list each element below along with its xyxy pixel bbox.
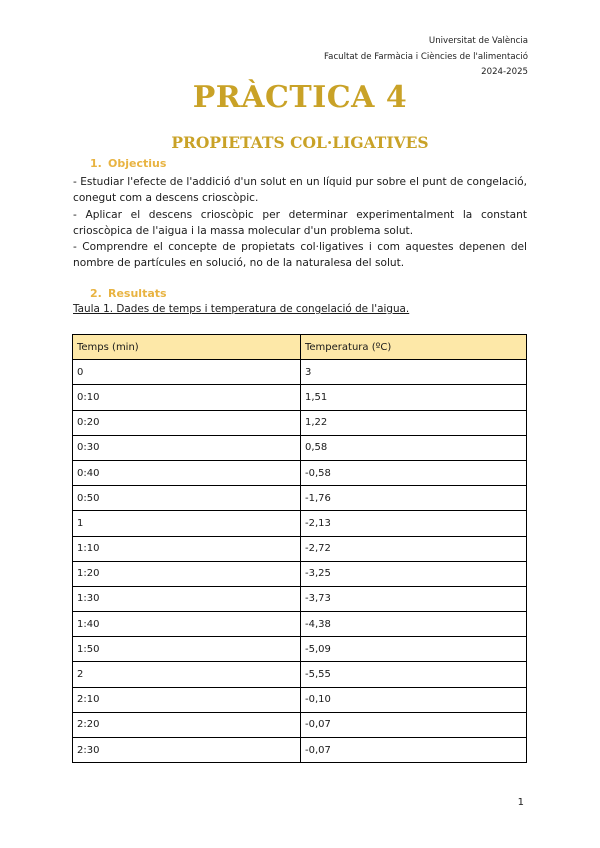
temperature-cell: -3,73 xyxy=(301,586,527,611)
table-body xyxy=(73,360,527,763)
column-header: Temperatura (ºC) xyxy=(301,335,527,360)
temperature-cell: 0,58 xyxy=(301,435,527,460)
objective-item: - Estudiar l'efecte de l'addició d'un solut en un líquid pur sobre el punt de congelació, conegut com a descens crioscòpic. xyxy=(73,176,527,205)
temperature-cell: -4,38 xyxy=(301,612,527,637)
page-title: PRÀCTICA 4 xyxy=(192,80,408,115)
table-row xyxy=(73,410,527,435)
table-row xyxy=(73,662,527,687)
page-number: 1 xyxy=(517,797,524,808)
table-row xyxy=(73,612,527,637)
time-cell: 2:30 xyxy=(73,738,301,763)
time-cell: 1:20 xyxy=(73,561,301,586)
objective-item: - Aplicar el descens crioscòpic per determinar experimentalment la constant crioscòpica de l'aigua i la massa molecular d'un problema solut. xyxy=(73,208,527,237)
column-header: Temps (min) xyxy=(73,335,301,360)
temperature-cell: 1,22 xyxy=(301,410,527,435)
temperature-cell: -5,09 xyxy=(301,637,527,662)
table-row xyxy=(73,586,527,611)
table-row xyxy=(73,637,527,662)
table-row xyxy=(73,360,527,385)
time-cell: 2:20 xyxy=(73,712,301,737)
table-row xyxy=(73,712,527,737)
time-cell: 0:40 xyxy=(73,460,301,485)
section-number: 2. xyxy=(90,287,102,300)
temperature-cell: -5,55 xyxy=(301,662,527,687)
table-row xyxy=(73,486,527,511)
university-name: Universitat de València xyxy=(428,36,528,46)
temperature-cell: -0,07 xyxy=(301,712,527,737)
section-number: 1. xyxy=(90,157,102,170)
page-subtitle: PROPIETATS COL·LIGATIVES xyxy=(171,133,429,152)
objective-item: - Comprendre el concepte de propietats col·ligatives i com aquestes depenen del nombre de partícules en solució, no de la naturalesa del solut. xyxy=(73,241,527,270)
temperature-cell: -2,13 xyxy=(301,511,527,536)
table-row xyxy=(73,738,527,763)
table-row xyxy=(73,385,527,410)
section-heading-objectius xyxy=(90,157,166,170)
section-title: Resultats xyxy=(108,287,167,300)
temperature-cell: -0,07 xyxy=(301,738,527,763)
time-cell: 0:30 xyxy=(73,435,301,460)
time-cell: 2:10 xyxy=(73,687,301,712)
objectives-list xyxy=(73,174,527,272)
temperature-cell: 3 xyxy=(301,360,527,385)
time-cell: 1:30 xyxy=(73,586,301,611)
table-row xyxy=(73,561,527,586)
time-cell: 0:50 xyxy=(73,486,301,511)
temperature-cell: -0,10 xyxy=(301,687,527,712)
temperature-cell: -2,72 xyxy=(301,536,527,561)
table-row xyxy=(73,460,527,485)
document-header xyxy=(324,34,528,81)
temperature-cell: -1,76 xyxy=(301,486,527,511)
time-cell: 0:10 xyxy=(73,385,301,410)
table-header-row xyxy=(73,335,527,360)
table-row xyxy=(73,687,527,712)
academic-year: 2024-2025 xyxy=(481,67,528,77)
time-cell: 1:10 xyxy=(73,536,301,561)
data-table xyxy=(72,334,527,763)
time-cell: 1:50 xyxy=(73,637,301,662)
faculty-name: Facultat de Farmàcia i Ciències de l'alimentació xyxy=(324,51,528,62)
time-cell: 0 xyxy=(73,360,301,385)
temperature-cell: 1,51 xyxy=(301,385,527,410)
section-title: Objectius xyxy=(108,157,167,170)
table-row xyxy=(73,435,527,460)
section-heading-resultats xyxy=(90,287,167,300)
time-cell: 1:40 xyxy=(73,612,301,637)
time-cell: 1 xyxy=(73,511,301,536)
table-row xyxy=(73,536,527,561)
time-cell: 2 xyxy=(73,662,301,687)
time-cell: 0:20 xyxy=(73,410,301,435)
table-caption: Taula 1. Dades de temps i temperatura de congelació de l'aigua. xyxy=(73,303,410,315)
temperature-cell: -0,58 xyxy=(301,460,527,485)
table-row xyxy=(73,511,527,536)
temperature-cell: -3,25 xyxy=(301,561,527,586)
